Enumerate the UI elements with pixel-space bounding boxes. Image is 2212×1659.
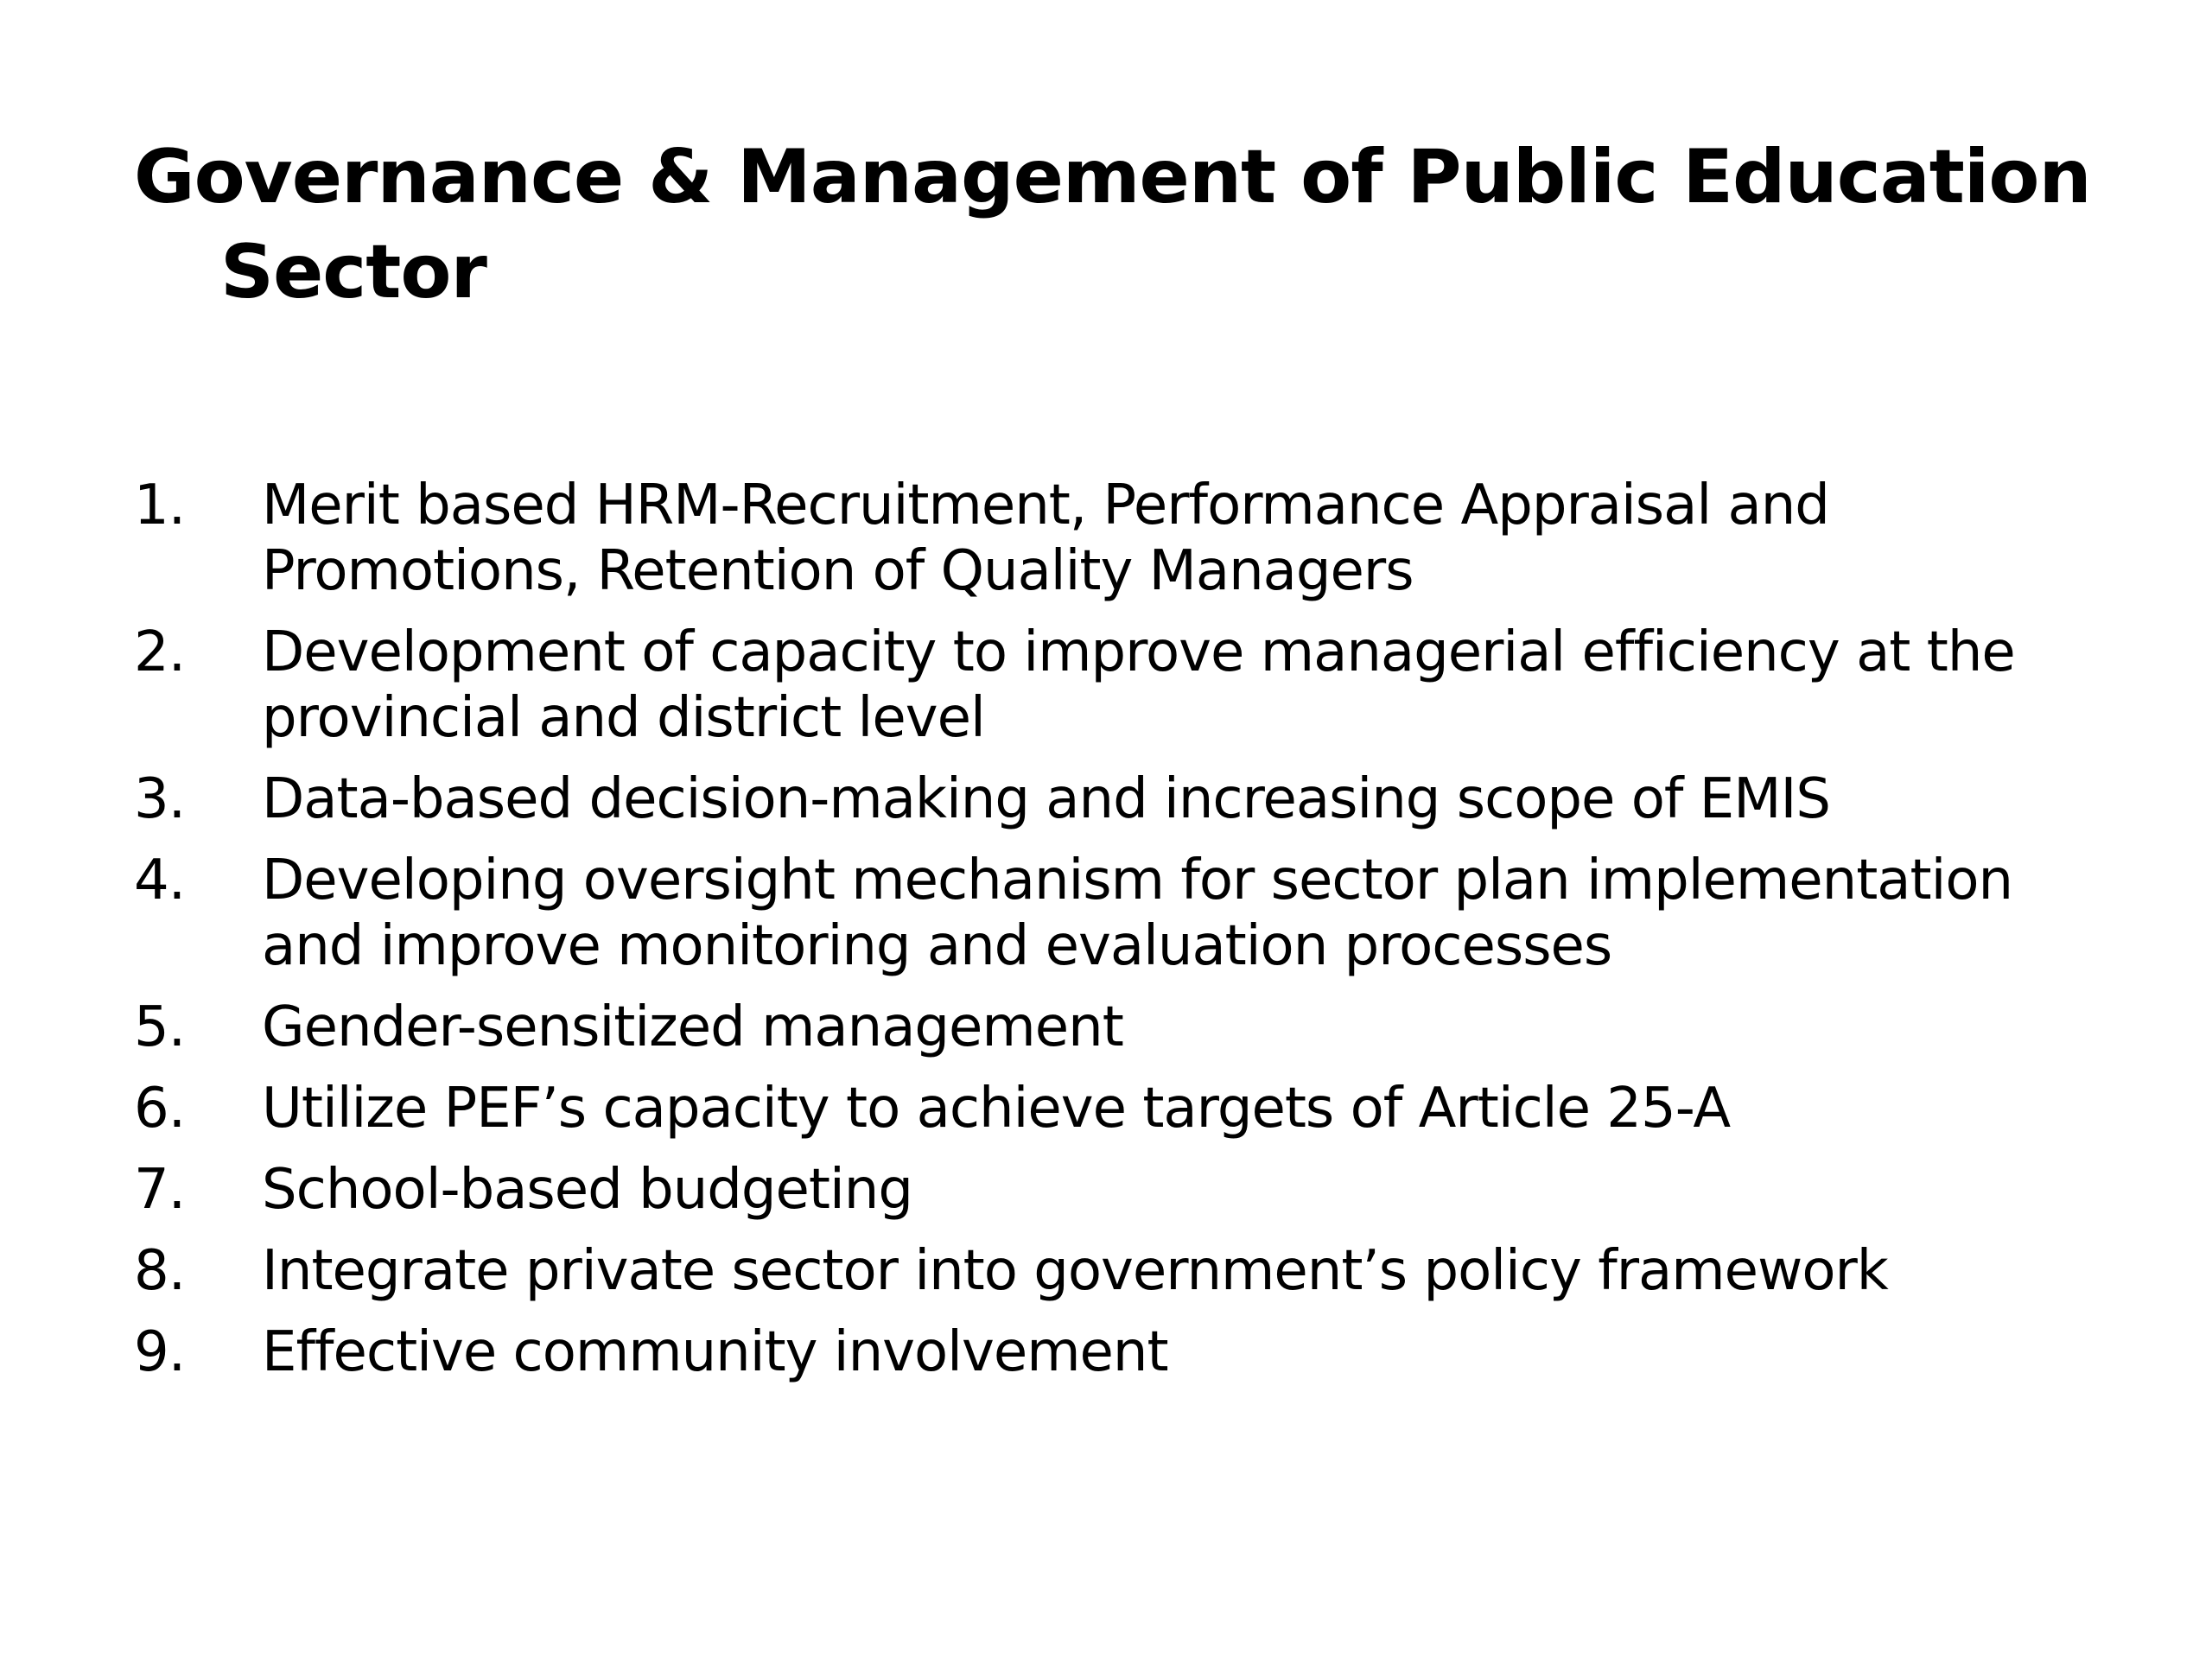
list-item bbox=[134, 620, 2130, 751]
list-item-text: Data-based decision-making and increasing scope of EMIS bbox=[262, 767, 1830, 831]
list-item bbox=[134, 848, 2130, 979]
list-item-text: Merit based HRM-Recruitment, Performance Appraisal and Promotions, Retention of Quality Managers bbox=[262, 474, 1829, 603]
list-item bbox=[134, 1238, 2130, 1304]
list-item bbox=[134, 766, 2130, 832]
list-item-text: Utilize PEF’s capacity to achieve targets of Article 25-A bbox=[262, 1077, 1731, 1141]
numbered-list bbox=[134, 473, 2130, 1401]
list-item-text: Developing oversight mechanism for sector plan implementation and improve monitoring and evaluation processes bbox=[262, 849, 2013, 978]
slide-title: Governance & Management of Public Education Sector bbox=[134, 134, 2091, 315]
list-item bbox=[134, 1076, 2130, 1141]
list-item-number: 8. bbox=[134, 1239, 186, 1303]
list-item-number: 9. bbox=[134, 1320, 186, 1384]
list-item bbox=[134, 473, 2130, 604]
list-item-number: 1. bbox=[134, 474, 186, 537]
list-item-text: Integrate private sector into government’s policy framework bbox=[262, 1239, 1888, 1303]
list-item-text: Effective community involvement bbox=[262, 1320, 1168, 1384]
list-item bbox=[134, 1319, 2130, 1385]
list-item-text: Gender-sensitized management bbox=[262, 995, 1123, 1059]
list-item-number: 5. bbox=[134, 995, 186, 1059]
list-item-number: 7. bbox=[134, 1158, 186, 1222]
list-item-number: 2. bbox=[134, 620, 186, 684]
list-item-text: School-based budgeting bbox=[262, 1158, 912, 1222]
list-item-number: 6. bbox=[134, 1077, 186, 1141]
list-item-number: 3. bbox=[134, 767, 186, 831]
list-item bbox=[134, 995, 2130, 1060]
list-item-number: 4. bbox=[134, 849, 186, 912]
list-item bbox=[134, 1157, 2130, 1223]
list-item-text: Development of capacity to improve managerial efficiency at the provincial and district level bbox=[262, 620, 2015, 750]
